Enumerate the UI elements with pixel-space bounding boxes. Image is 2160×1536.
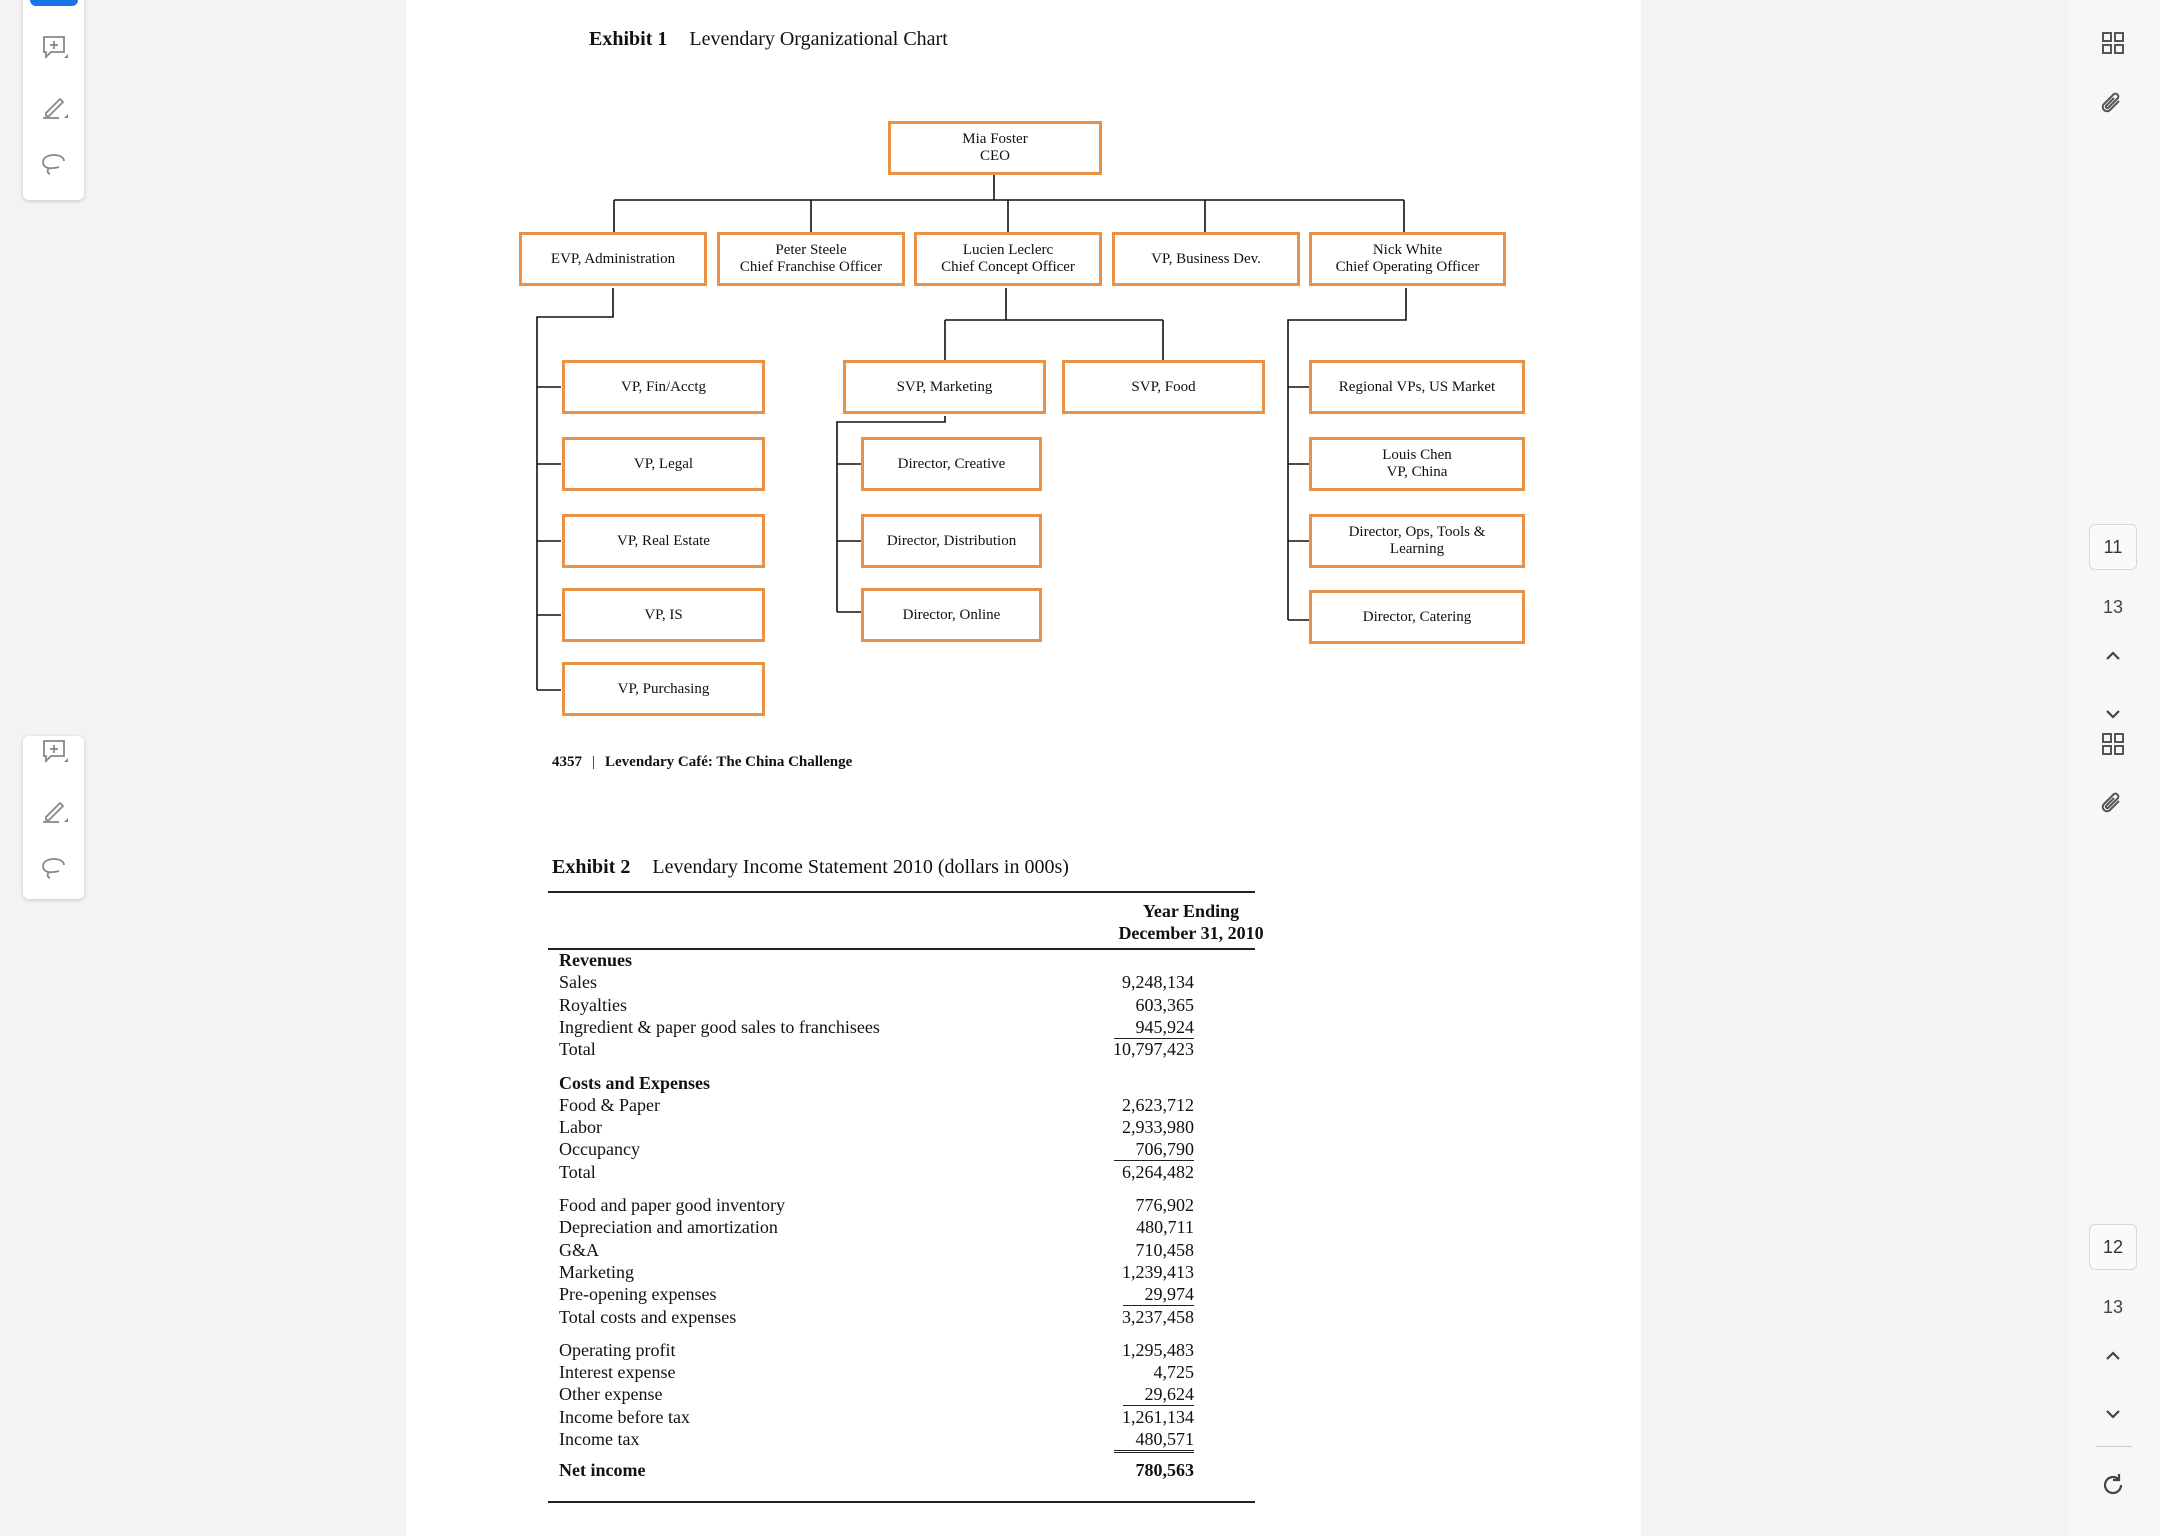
grid-view-icon[interactable] [2098,729,2128,759]
grid-view-icon[interactable] [2098,28,2128,58]
org-box-svp-marketing: SVP, Marketing [843,360,1046,414]
income-row-value: 706,790 [1114,1138,1195,1161]
exhibit1-title: Levendary Organizational Chart [689,28,948,50]
income-row-label: Marketing [559,1261,634,1282]
org-box-vp-real-estate: VP, Real Estate [562,514,765,568]
exhibit1-label: Exhibit 1 [589,28,668,50]
income-row-label: Food & Paper [559,1094,660,1115]
org-box-vp-fin-acctg: VP, Fin/Acctg [562,360,765,414]
org-box-vp-china: Louis Chen VP, China [1309,437,1525,491]
sidebar-divider [2096,1446,2132,1447]
org-box-vp-purchasing: VP, Purchasing [562,662,765,716]
income-row-value: 776,902 [1135,1195,1194,1215]
lasso-icon[interactable] [39,853,69,883]
income-row-value: 29,624 [1123,1383,1195,1406]
income-row-label: Income tax [559,1429,640,1449]
income-row-value: 1,261,134 [1122,1406,1194,1427]
income-row-label: Total costs and expenses [559,1306,737,1327]
chevron-down-icon[interactable] [2098,1399,2128,1429]
org-box-ceo: Mia Foster CEO [888,121,1102,175]
income-row-label: Pre-opening expenses [559,1284,717,1305]
income-row-value: 480,711 [1136,1217,1194,1238]
org-box-chief-operating-officer: Nick White Chief Operating Officer [1309,232,1506,286]
income-row-value: 9,248,134 [1122,972,1194,993]
active-tool-indicator[interactable] [30,0,78,6]
footer-separator: | [592,754,596,770]
org-chart [406,0,1641,740]
document-page [406,0,1641,1536]
income-row-value: 945,924 [1114,1016,1195,1039]
refresh-icon[interactable] [2098,1470,2128,1500]
income-row-label: Depreciation and amortization [559,1217,778,1238]
income-row-label: Food and paper good inventory [559,1195,785,1215]
income-row-label: Sales [559,972,597,993]
income-row-label: Ingredient & paper good sales to franchisees [559,1016,880,1037]
income-row-label: Operating profit [559,1339,676,1360]
income-row-value: 1,295,483 [1122,1339,1194,1360]
page-indicator-total: 13 [2102,597,2124,617]
income-row-value: 3,237,458 [1122,1306,1194,1327]
income-row-value: 4,725 [1153,1362,1194,1383]
income-row-value: 10,797,423 [1113,1039,1194,1060]
footer-title: Levendary Café: The China Challenge [605,754,853,770]
right-sidebar [2068,0,2160,1536]
chevron-up-icon[interactable] [2098,641,2128,671]
add-comment-icon[interactable] [39,736,69,766]
exhibit2-heading [552,856,1069,879]
column-header: Year Ending December 31, 2010 [1118,901,1264,943]
income-row-label: Costs and Expenses [559,1072,711,1093]
org-box-director-ops: Director, Ops, Tools & Learning [1309,514,1525,568]
income-row-value: 780,563 [1135,1460,1194,1481]
page-indicator-total: 13 [2102,1297,2124,1317]
org-box-director-catering: Director, Catering [1309,590,1525,644]
income-row-label: Net income [559,1460,646,1481]
page-indicator-current[interactable]: 12 [2089,1224,2137,1270]
org-box-evp-administration: EVP, Administration [519,232,707,286]
org-box-vp-is: VP, IS [562,588,765,642]
org-box-svp-food: SVP, Food [1062,360,1265,414]
income-row-value: 29,974 [1123,1283,1195,1306]
highlighter-pen-icon[interactable] [39,92,69,122]
org-box-vp-business-dev: VP, Business Dev. [1112,232,1300,286]
income-row-label: Total [559,1039,596,1060]
income-row-value: 603,365 [1135,994,1194,1015]
attachment-icon[interactable] [2098,788,2128,818]
annotation-toolbar-top [23,0,84,200]
table-bottom-rule [548,1501,1255,1503]
org-box-director-creative: Director, Creative [861,437,1042,491]
income-row-value: 6,264,482 [1122,1161,1194,1182]
income-row-value: 480,571 [1114,1428,1195,1453]
org-box-chief-concept-officer: Lucien Leclerc Chief Concept Officer [914,232,1102,286]
income-row-label: G&A [559,1239,599,1260]
attachment-icon[interactable] [2098,88,2128,118]
page-footer [552,754,852,771]
footer-page-number: 4357 [552,754,582,770]
exhibit2-label: Exhibit 2 [552,856,631,878]
income-row-label: Revenues [559,950,632,970]
annotation-toolbar-bottom [23,736,84,899]
income-row-label: Other expense [559,1384,663,1405]
income-row-label: Royalties [559,994,627,1015]
chevron-up-icon[interactable] [2098,1341,2128,1371]
income-row-label: Labor [559,1117,602,1138]
income-row-label: Occupancy [559,1139,640,1160]
exhibit2-title: Levendary Income Statement 2010 (dollars in 000s) [652,856,1069,878]
income-row-label: Interest expense [559,1362,676,1383]
org-box-chief-franchise-officer: Peter Steele Chief Franchise Officer [717,232,905,286]
income-row-value: 1,239,413 [1122,1261,1194,1282]
org-box-regional-vps: Regional VPs, US Market [1309,360,1525,414]
lasso-icon[interactable] [39,149,69,179]
org-box-director-distribution: Director, Distribution [861,514,1042,568]
income-row-value: 2,933,980 [1122,1117,1194,1138]
table-top-rule [548,891,1255,893]
highlighter-pen-icon[interactable] [39,796,69,826]
income-row-label: Income before tax [559,1406,690,1427]
table-header-rule [548,948,1255,950]
income-row-label: Total [559,1161,596,1182]
add-comment-icon[interactable] [39,32,69,62]
page-indicator-current[interactable]: 11 [2089,524,2137,570]
org-box-vp-legal: VP, Legal [562,437,765,491]
chevron-down-icon[interactable] [2098,699,2128,729]
income-row-value: 2,623,712 [1122,1094,1194,1115]
org-box-director-online: Director, Online [861,588,1042,642]
income-row-value: 710,458 [1135,1239,1194,1260]
